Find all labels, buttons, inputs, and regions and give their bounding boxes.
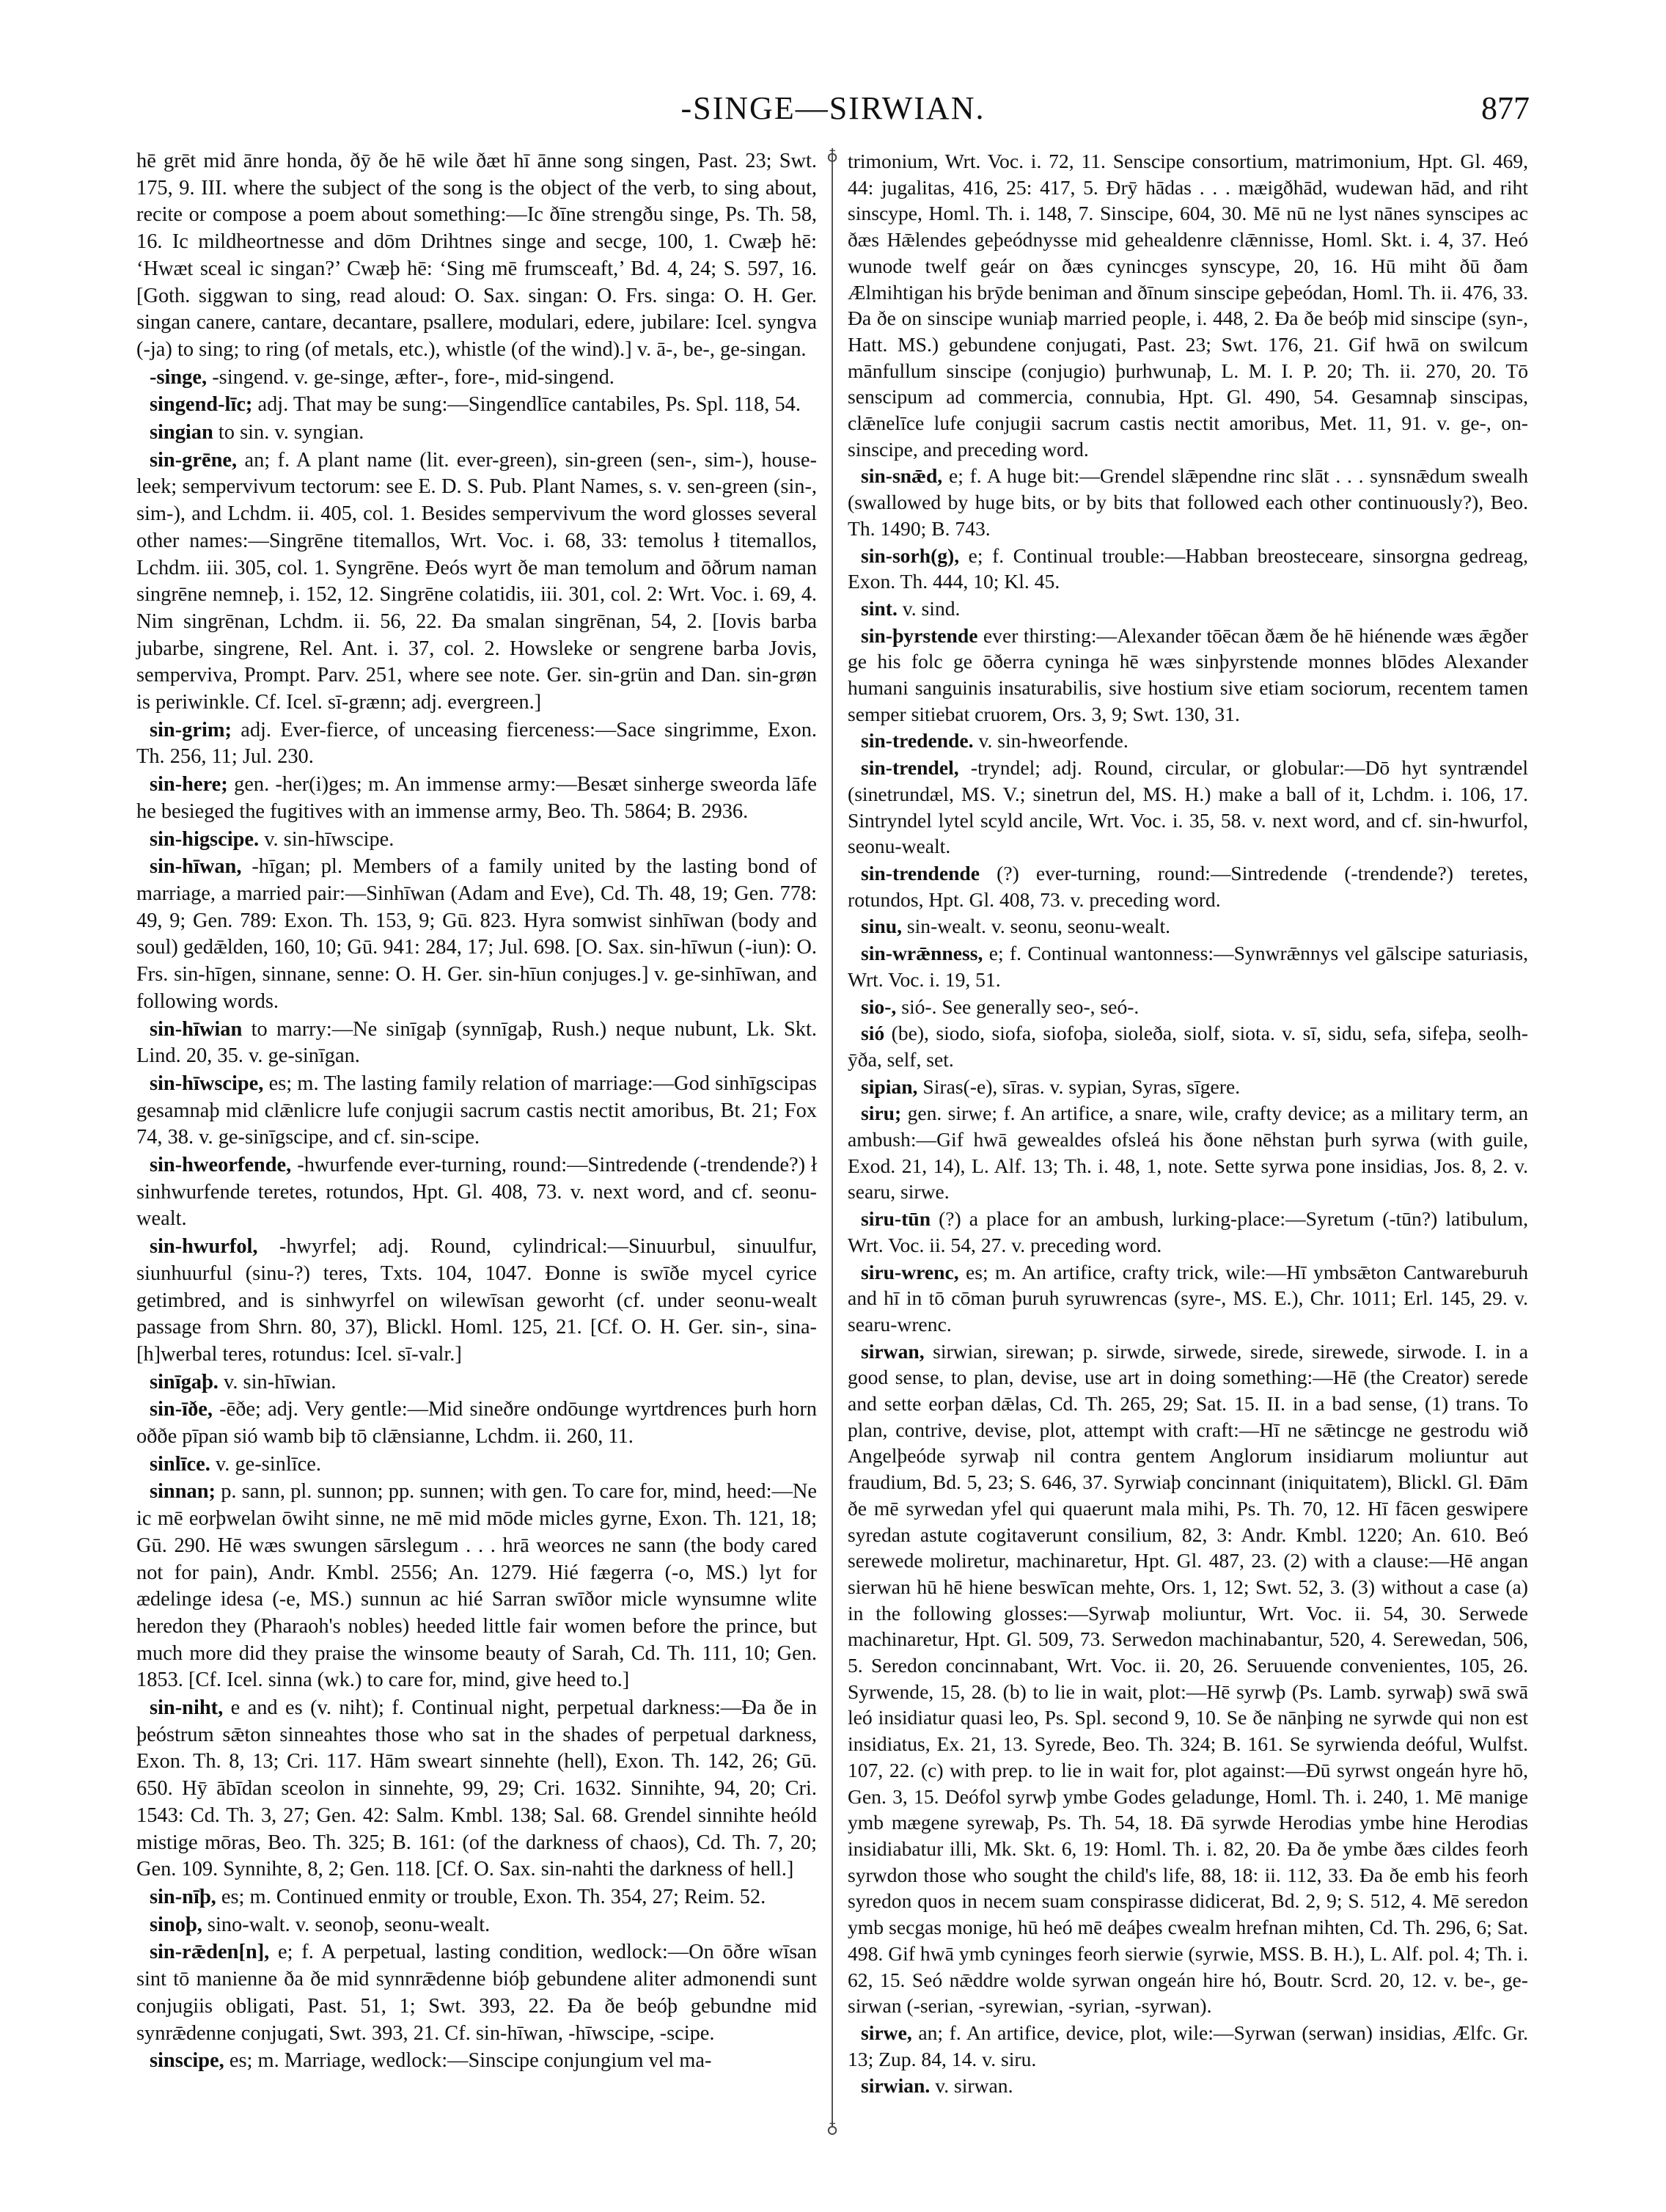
right-column xyxy=(848,148,1528,2100)
dictionary-entry xyxy=(848,994,1528,1020)
entry-headword: sin-trendende xyxy=(861,861,980,885)
entry-definition: to sin. v. syngian. xyxy=(218,421,364,444)
dictionary-entry xyxy=(848,913,1528,940)
dictionary-entry xyxy=(136,1451,817,1479)
entry-headword: sin-grim; xyxy=(150,718,232,741)
entry-headword: sinscipe, xyxy=(150,2049,224,2073)
entry-headword: sinnan; xyxy=(150,1480,216,1504)
dictionary-entry xyxy=(136,365,817,392)
dictionary-entry xyxy=(848,596,1528,622)
entry-definition: v. sind. xyxy=(902,596,961,620)
dictionary-entry xyxy=(848,860,1528,912)
entry-headword: sinlīce. xyxy=(150,1452,210,1476)
page-number: 877 xyxy=(1481,90,1530,126)
dictionary-entry xyxy=(136,772,817,825)
dictionary-entry xyxy=(848,1100,1528,1205)
dictionary-entry xyxy=(136,420,817,447)
dictionary-entry xyxy=(136,1152,817,1233)
page-header xyxy=(136,85,1530,136)
entry-definition: adj. That may be sung:—Singendlīce cantabiles, Ps. Spl. 118, 54. xyxy=(257,393,801,417)
entry-headword: sin-īðe, xyxy=(150,1398,213,1421)
entry-headword: sin-here; xyxy=(150,773,228,796)
entry-definition: e; f. Continual trouble:—Habban breosteceare, sinsorgna gedreag, Exon. Th. 444, 10; Kl. 45. xyxy=(848,543,1528,593)
entry-definition: -tryndel; adj. Round, circular, or globular:—Dō hyt syntrændel (sinetrundæl, MS. V.; sinetrun del, MS. H.) make a ball of it, Lchdm. i. 106, 17. Sintryndel lytel scyld ancile, Wrt. Voc. i. 35, 58. v. next word, and cf. sin-hwurfol, seonu-wealt. xyxy=(848,756,1529,858)
entry-headword: sirwan, xyxy=(861,1339,925,1363)
entry-headword: sint. xyxy=(861,596,898,620)
dictionary-entry xyxy=(848,623,1528,728)
entry-headword: singend-līc; xyxy=(150,393,253,417)
entry-headword: sinu, xyxy=(861,915,902,938)
entry-definition: gen. -her(i)ges; m. An immense army:—Besæt sinherge sweorda lāfe he besieged the fugitives with an immense army, Beo. Th. 5864; B. 2936. xyxy=(136,773,817,823)
dictionary-entry xyxy=(136,1369,817,1396)
entry-headword: sin-hweorfende, xyxy=(150,1154,292,1177)
entry-headword: sin-hīwian xyxy=(150,1017,243,1041)
entry-definition: es; m. Marriage, wedlock:—Sinscipe conjungium vel ma- xyxy=(229,2049,712,2073)
entry-headword: sin-þyrstende xyxy=(861,623,978,647)
dictionary-entry xyxy=(848,148,1528,462)
entry-definition: (be), siodo, siofa, siofoþa, sioleða, siolf, siota. v. sī, sidu, sefa, sifeþa, seolh-ȳða, self, set. xyxy=(848,1022,1528,1071)
entry-headword: sin-hīwan, xyxy=(150,855,242,879)
dictionary-entry xyxy=(848,463,1528,541)
entry-definition: e; f. Continual wantonness:—Synwrǣnnys vel gālscipe saturiasis, Wrt. Voc. i. 19, 51. xyxy=(848,942,1528,991)
dictionary-entry xyxy=(136,1912,817,1939)
dictionary-entry xyxy=(136,447,817,717)
entry-definition: -singend. v. ge-singe, æfter-, fore-, mid-singend. xyxy=(212,365,614,389)
entry-headword: sin-hīwscipe, xyxy=(150,1072,264,1095)
dictionary-entry xyxy=(848,2073,1528,2099)
entry-headword: sin-sorh(g), xyxy=(861,543,960,567)
entry-definition: hē grēt mid ānre honda, ðȳ ðe hē wile ðæt hī ānne song singen, Past. 23; Swt. 175, 9. III. where the subject of the song is the object of the verb, to sing about, recite or compose a poem about something:—Ic ðīne strengðu singe, Ps. Th. 58, 16. Ic mildheortnesse and dōm Drihtnes singe and secge, 100, 1. Cwæþ hē: ‘Hwæt sceal ic singan?’ Cwæþ hē: ‘Sing mē frumsceaft,’ Bd. 4, 24; S. 597, 16. [Goth. siggwan to sing, read aloud: O. Sax. singan: O. Frs. singa: O. H. Ger. singan canere, cantare, decantare, psallere, modulari, edere, jubilare: Icel. syngva (-ja) to sing; to ring (of metals, etc.), whistle (of the wind).] v. ā-, be-, ge-singan. xyxy=(136,150,817,361)
entry-definition: an; f. An artifice, device, plot, wile:—Syrwan (serwan) insidias, Ælfc. Gr. 13; Zup. 84, 14. v. siru. xyxy=(848,2021,1528,2070)
entry-definition: v. sin-hīwscipe. xyxy=(264,827,395,851)
entry-definition: -hwurfende ever-turning, round:—Sintredende (-trendende?) ł sinhwurfende teretes, rotundos, Hpt. Gl. 408, 73. v. next word, and cf. seonu-wealt. xyxy=(136,1154,817,1231)
entry-definition: an; f. A plant name (lit. ever-green), sin-green (sen-, sim-), house-leek; sempervivum tectorum: see E. D. S. Pub. Plant Names, s. v. sen-green (sin-, sim-), and Lchdm. ii. 405, col. 1. Besides sempervivum the word glosses several other names:—Singrēne titemallos, Wrt. Voc. i. 68, 33: temolus ł titemallos, Lchdm. iii. 305, col. 1. Syngrēne. Ðeós wyrt ðe man temolum and ōðrum naman singrēne nemneþ, i. 152, 12. Singrēne colatidis, iii. 301, col. 2: Wrt. Voc. i. 69, 4. Nim singrēnan, Lchdm. ii. 56, 22. Ða smalan singrēnan, 54, 2. [Iovis barba jubarbe, singrene, Rel. Ant. i. 37, col. 2. Howsleke or sengrene barba Jovis, semperviva, Prompt. Parv. 251, where see note. Ger. sin-grün and Dan. sin-grøn is periwinkle. Cf. Icel. sī-grænn; adj. evergreen.] xyxy=(136,448,817,714)
entry-definition: sió-. See generally seo-, seó-. xyxy=(901,995,1140,1018)
gutter-ornament-bottom: ♁ xyxy=(826,2118,839,2136)
column-divider xyxy=(832,154,833,2127)
entry-headword: sinoþ, xyxy=(150,1913,202,1936)
entry-definition: v. sin-hīwian. xyxy=(224,1370,337,1394)
dictionary-entry xyxy=(136,1234,817,1369)
entry-definition: -ēðe; adj. Very gentle:—Mid sineðre ondōunge wyrtdrences þurh horn oððe pīpan sió wamb biþ tō clǣnsianne, Lchdm. ii. 260, 11. xyxy=(136,1398,817,1449)
dictionary-entry xyxy=(848,1259,1528,1338)
dictionary-entry xyxy=(848,543,1528,595)
left-column xyxy=(136,148,817,2076)
entry-headword: sin-trendel, xyxy=(861,756,959,780)
dictionary-entry xyxy=(136,1071,817,1151)
entry-definition: trimonium, Wrt. Voc. i. 72, 11. Senscipe consortium, matrimonium, Hpt. Gl. 469, 44: jugalitas, 416, 25: 417, 5. Ðrȳ hādas . . . mæigðhād, wudewan hād, and riht sinscype, Homl. Th. i. 148, 7. Sinscipe, 604, 30. Mē nū ne lyst nānes synscipes ac ðæs Hǣlendes geþeódnysse mid gehealdenre clǣnnisse, Homl. Skt. i. 4, 37. Heó wunode twelf geár on ðæs cynincges synscype, 20, 16. Hū miht ðū ðam Ælmihtigan his brȳde beniman and ðīnum sinscipe geþeódan, Homl. Th. ii. 476, 33. Ða ðe on sinscipe wuniaþ married people, i. 448, 2. Ða ðe beóþ mid sinscipe (syn-, Hatt. MS.) gebundene conjugati, Past. 23; Swt. 176, 21. Gif hwā on swilcum mānfullum sinscipe (conjugio) þurhwunaþ, L. M. I. P. 20; Th. ii. 270, 20. Tō senscipum ad commercia, connubia, Hpt. Gl. 490, 54. Gesamnaþ sinscipas, clǣnelīce lufe conjugii sacrum castis nectit amoribus, Met. 11, 91. v. ge-, on-sinscipe, and preceding word. xyxy=(848,150,1528,461)
entry-definition: sino-walt. v. seonoþ, seonu-wealt. xyxy=(207,1913,491,1936)
entry-definition: (?) ever-turning, round:—Sintredende (-trendende?) teretes, rotundos, Hpt. Gl. 408, 73. v. preceding word. xyxy=(848,861,1528,911)
entry-headword: sin-higscipe. xyxy=(150,827,260,851)
entry-definition: -hīgan; pl. Members of a family united by the lasting bond of marriage, a married pair:—Sinhīwan (Adam and Eve), Cd. Th. 48, 19; Gen. 778: 49, 9; Gen. 789: Exon. Th. 153, 9; Gū. 823. Hyra somwist sinhīwan (body and soul) gedǣlden, 160, 10; Gū. 941: 284, 17; Jul. 698. [O. Sax. sin-hīwun (-iun): O. Frs. sin-hīgen, sinnane, senne: O. H. Ger. sin-hīun conjuges.] v. ge-sinhīwan, and following words. xyxy=(136,855,817,1013)
dictionary-entry xyxy=(848,2020,1528,2072)
entry-headword: sin-nīþ, xyxy=(150,1886,216,1908)
entry-definition: adj. Ever-fierce, of unceasing fierceness:—Sace singrimme, Exon. Th. 256, 11; Jul. 230. xyxy=(136,718,817,769)
dictionary-entry xyxy=(136,1695,817,1883)
entry-definition: v. sin-hweorfende. xyxy=(978,729,1129,752)
entry-headword: sirwe, xyxy=(861,2021,912,2044)
gutter-ornament-top: ♁ xyxy=(826,145,839,164)
entry-headword: sió xyxy=(861,1022,885,1045)
entry-headword: sipian, xyxy=(861,1074,918,1098)
entry-definition: e and es (v. niht); f. Continual night, perpetual darkness:—Ða ðe in þeóstrum sǣton sinneahtes those who sat in the shades of perpetual darkness, Exon. Th. 8, 13; Cri. 117. Hām sweart sinnehte (hell), Exon. Th. 142, 26; Gū. 650. Hȳ ābīdan sceolon in sinnehte, 99, 29; Cri. 1632. Sinnihte, 94, 20; Cri. 1543: Cd. Th. 3, 27; Gen. 42: Salm. Kmbl. 138; Sal. 68. Grendel sinnihte heóld mistige mōras, Beo. Th. 325; B. 161: (of the darkness of chaos), Cd. Th. 7, 20; Gen. 109. Synnihte, 8, 2; Gen. 118. [Cf. O. Sax. sin-nahti the darkness of hell.] xyxy=(136,1696,817,1881)
dictionary-entry xyxy=(136,1396,817,1450)
entry-headword: sin-niht, xyxy=(150,1696,224,1720)
entry-definition: es; m. The lasting family relation of marriage:—God sinhīgscipas gesamnaþ mid clǣnlicre lufe conjugii sacrum castis nectit amoribus, Bt. 21; Fox 74, 38. v. ge-sinīgscipe, and cf. sin-scipe. xyxy=(136,1072,817,1149)
dictionary-entry xyxy=(136,392,817,419)
dictionary-entry xyxy=(136,2048,817,2075)
entry-headword: -singe, xyxy=(150,365,208,389)
entry-headword: sio-, xyxy=(861,995,897,1018)
entry-definition: sirwian, sirewan; p. sirwde, sirwede, sirede, sirewede, sirwode. I. in a good sense, to plan, devise, use art in doing something:—Hē (the Creator) serede and sette eorþan dǣlas, Cd. Th. 265, 29; Sat. 15. II. in a bad sense, (1) trans. To plan, contrive, devise, plot, attempt with craft:—Hī ne sǣtincge ne gestrodu wið Angelþeóde syrwaþ nil contra gentem Anglorum insidiarum moliuntur aut fraudium, Bd. 5, 23; S. 646, 37. Syrwiaþ concinnant (iniquitatem), Blickl. Gl. Ðām ðe mē syrwedan yfel qui quaerunt mala mihi, Ps. Th. 70, 12. Hī fācen geswipere syredan astute cogitaverunt consilium, 82, 3: Andr. Kmbl. 1220; An. 610. Beó serewede moliretur, machinaretur, Hpt. Gl. 487, 23. (2) with a clause:—Hē angan sierwan hū hē hiene beswīcan mehte, Ors. 1, 12; Swt. 52, 3. (3) without a case (a) in the following glosses:—Syrwaþ moliuntur, Wrt. Voc. ii. 54, 30. Serwede machinaretur, Hpt. Gl. 509, 73. Serwedon machinabantur, 520, 4. Serewedan, 506, 5. Seredon concinnabant, Wrt. Voc. ii. 20, 26. Seruuende convenientes, 105, 26. Syrwende, 15, 28. (b) to lie in wait, plot:—Hē syrwþ (Ps. Lamb. syrwaþ) swā swā leó insidiatur quasi leo, Ps. Spl. second 9, 10. Se ðe nānþing ne syrwde qui non est insidiatus, Ex. 21, 13. Syrede, Beo. Th. 324; B. 161. Se syrwienda deóful, Wulfst. 107, 22. (c) with prep. to lie in wait for, plot against:—Ðū syrwst ongeán hyre hō, Gen. 3, 15. Deófol syrwþ ymbe Godes geladunge, Homl. Th. i. 240, 1. Mē manige ymb mægene syrewaþ, Ps. Th. 54, 18. Ðā syrwde Herodias ymbe hine Herodias insidiabatur illi, Mk. Skt. 6, 19: Homl. Th. i. 82, 20. Ða ðe ymbe ðæs cildes feorh syrwdon those who sought the child's life, 88, 18: ii. 112, 33. Ða ðe emb his feorh syredon quos in necem suam conspirasse didicerat, Bd. 2, 9; S. 512, 4. Mē seredon ymb secgas monige, hū heó mē deáþes cwealm hrefnan mihten, Cd. Th. 296, 6; Sat. 498. Gif hwā ymb cyninges feorh sierwie (syrwie, MSS. B. H.), L. Alf. pol. 4; Th. i. 62, 15. Seó nǣddre wolde syrwan ongeán hire hó, Boutr. Scrd. 20, 12. v. be-, ge-sirwan (-serian, -syrewian, -syrian, -syrwan). xyxy=(848,1339,1528,2018)
entry-headword: sin-wrǣnness, xyxy=(861,942,983,965)
entry-definition: (?) a place for an ambush, lurking-place:—Syretum (-tūn?) latibulum, Wrt. Voc. ii. 54, 27. v. preceding word. xyxy=(848,1207,1528,1256)
entry-headword: sin-tredende. xyxy=(861,729,974,752)
entry-definition: es; m. Continued enmity or trouble, Exon. Th. 354, 27; Reim. 52. xyxy=(221,1886,766,1908)
entry-definition: e; f. A huge bit:—Grendel slǣpendne rinc slāt . . . synsnǣdum swealh (swallowed by huge bits, or by bits that followed each other continuously?), Beo. Th. 1490; B. 743. xyxy=(848,464,1528,540)
entry-headword: siru-wrenc, xyxy=(861,1260,959,1283)
dictionary-entry xyxy=(848,755,1528,860)
dictionary-entry xyxy=(136,1939,817,2047)
dictionary-entry xyxy=(136,1017,817,1070)
entry-definition: p. sann, pl. sunnon; pp. sunnen; with gen. To care for, mind, heed:—Ne ic mē eorþwelan ōwiht sinne, ne mē mid mōde micles gyrne, Exon. Th. 121, 18; Gū. 290. Hē wæs swungen sārslegum . . . hrā weorces ne sann (the body cared not for pain), Andr. Kmbl. 2556; An. 1279. Hié fægerra (-o, MS.) lyt for ædelinge idesa (-e, MS.) sunnun ac hié Sarran swīðor micle wynsumne wlite heredon they (Pharaoh's nobles) heeded little fair women before the prince, but much more did they praise the winsome beauty of Sarah, Cd. Th. 111, 10; Gen. 1853. [Cf. Icel. sinna (wk.) to care for, mind, give heed to.] xyxy=(136,1480,817,1692)
dictionary-entry xyxy=(136,1479,817,1694)
dictionary-entry xyxy=(136,717,817,771)
dictionary-entry xyxy=(848,1074,1528,1100)
dictionary-entry xyxy=(136,827,817,854)
entry-headword: siru; xyxy=(861,1102,902,1125)
dictionary-entry xyxy=(848,1338,1528,2019)
entry-definition: e; f. A perpetual, lasting condition, wedlock:—On ōðre wīsan sint tō manienne ða ðe mid synnrǣdenne bióþ gebundene aliter admonendi sunt conjugiis obligati, Past. 51, 1; Swt. 393, 22. Ða ðe beóþ gebundne mid synrǣdenne conjugati, Swt. 393, 21. Cf. sin-hīwan, -hīwscipe, -scipe. xyxy=(136,1941,817,2045)
entry-headword: sin-snǣd, xyxy=(861,464,943,488)
entry-headword: sirwian. xyxy=(861,2074,931,2098)
entry-definition: v. sirwan. xyxy=(935,2074,1013,2098)
dictionary-entry xyxy=(848,728,1528,754)
entry-headword: sin-rǣden[n], xyxy=(150,1941,270,1964)
running-head: -SINGE—SIRWIAN. xyxy=(680,90,986,126)
entry-definition: v. ge-sinlīce. xyxy=(215,1452,321,1476)
entry-definition: ever thirsting:—Alexander tōēcan ðæm ðe hē hiénende wæs ǣgðer ge his folc ge ōðerra cyninga hē wæs sinþyrstende monnes blōdes Alexander humani sanguinis insaturabilis, sive hostium sive etiam sociorum, recentem tamen semper sitiebat cruorem, Ors. 3, 9; Swt. 130, 31. xyxy=(848,623,1528,725)
entry-definition: gen. sirwe; f. An artifice, a snare, wile, crafty device; as a military term, an ambush:—Gif hwā gewealdes ofsleá his ðone nēhstan þurh syrwa (with guile, Exod. 21, 14), L. Alf. 13; Th. i. 48, 1, note. Sette syrwa pone insidias, Jos. 8, 2. v. searu, sirwe. xyxy=(848,1102,1528,1204)
dictionary-entry xyxy=(136,148,817,364)
dictionary-entry xyxy=(848,1020,1528,1072)
entry-definition: Siras(-e), sīras. v. sypian, Syras, sīgere. xyxy=(922,1074,1241,1098)
dictionary-entry xyxy=(848,1206,1528,1258)
entry-definition: sin-wealt. v. seonu, seonu-wealt. xyxy=(906,915,1171,938)
dictionary-entry xyxy=(848,940,1528,992)
entry-headword: sin-hwurfol, xyxy=(150,1235,258,1259)
entry-headword: siru-tūn xyxy=(861,1207,931,1231)
entry-headword: sinīgaþ. xyxy=(150,1370,219,1394)
entry-definition: to marry:—Ne sinīgaþ (synnīgaþ, Rush.) neque nubunt, Lk. Skt. Lind. 20, 35. v. ge-sinīgan. xyxy=(136,1017,817,1068)
dictionary-entry xyxy=(136,1884,817,1911)
entry-headword: sin-grēne, xyxy=(150,448,238,472)
dictionary-entry xyxy=(136,854,817,1015)
entry-definition: es; m. An artifice, crafty trick, wile:—Hī ymbsǣton Cantwareburuh and hī in tō cōman þuruh syruwrencas (syre-, MS. E.), Chr. 1011; Erl. 145, 29. v. searu-wrenc. xyxy=(848,1260,1528,1336)
entry-headword: singian xyxy=(150,421,213,444)
entry-definition: -hwyrfel; adj. Round, cylindrical:—Sinuurbul, sinuulfur, siunhuurful (sinu-?) teres, Txts. 104, 1047. Ðonne is swīðe mycel cyrice getimbred, and is sinhwyrfel on wilewīsan geworht (cf. under seonu-wealt passage from Shrn. 80, 37), Blickl. Homl. 125, 21. [Cf. O. H. Ger. sin-, sina-[h]werbal teres, rotundus: Icel. sī-valr.] xyxy=(136,1235,817,1366)
